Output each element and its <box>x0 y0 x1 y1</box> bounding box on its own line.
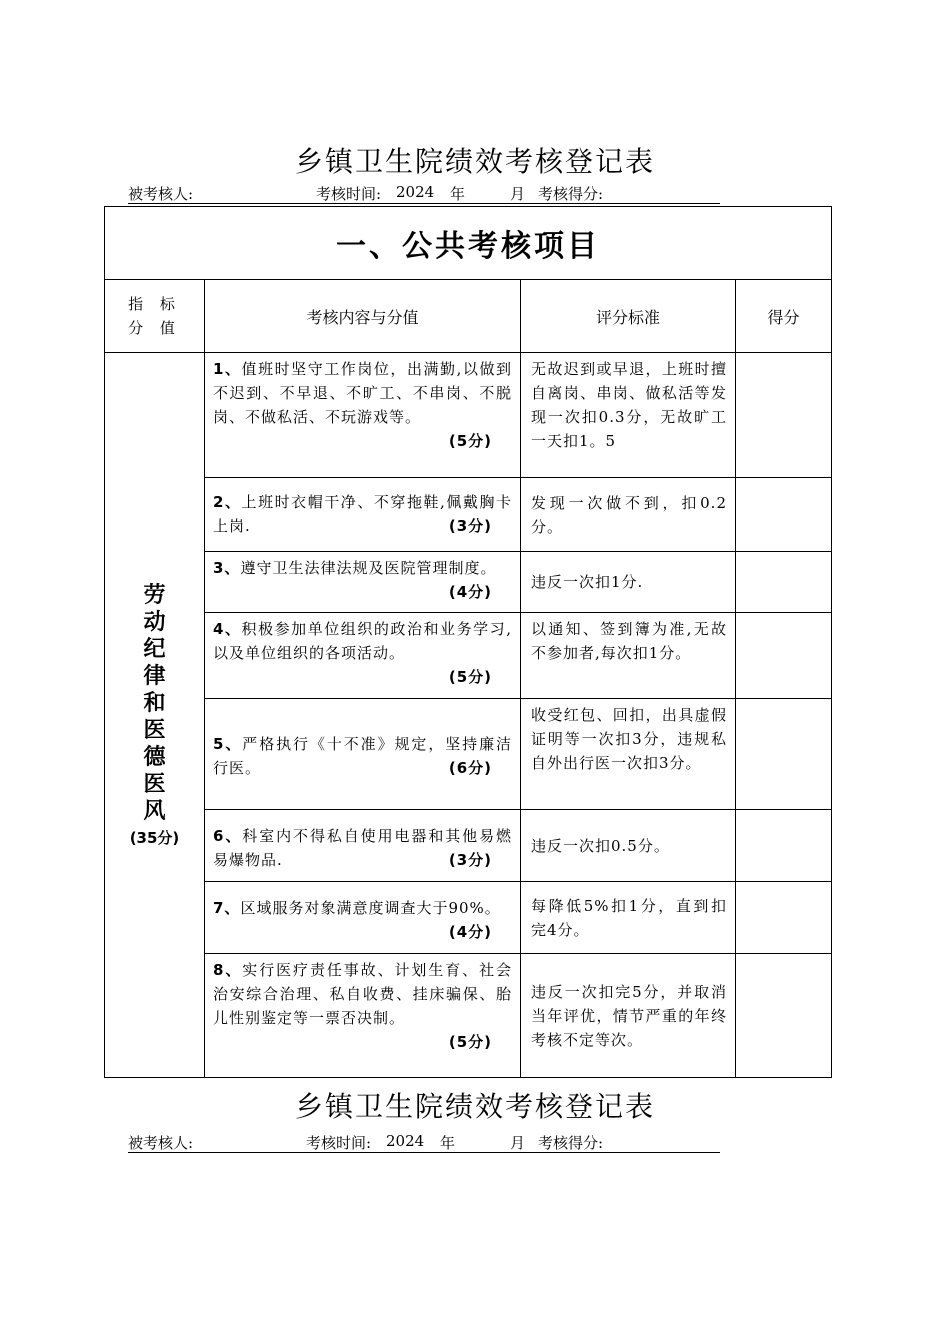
header-index-line2: 分 值 <box>128 319 181 337</box>
year-value: 2024 <box>396 183 435 201</box>
item-text: 积极参加单位组织的政治和业务学习,以及单位组织的各项活动。 <box>213 620 512 662</box>
item-score: (4分) <box>448 922 492 941</box>
item-score: (5分) <box>448 1033 492 1051</box>
table-row-content <box>205 699 521 810</box>
item-text: 严格执行《十不准》规定，坚持廉洁行医。 <box>213 735 513 777</box>
category-cell <box>105 353 205 1078</box>
section-title: 一、公共考核项目 <box>105 207 832 280</box>
category-score: (35分) <box>129 829 180 847</box>
score-input-cell[interactable] <box>736 478 832 552</box>
table-row-content <box>205 552 521 613</box>
table-row-content <box>205 478 521 552</box>
assessment-table <box>104 206 832 1078</box>
score-input-cell[interactable] <box>736 699 832 810</box>
item-criteria: 收受红包、回扣，出具虚假证明等一次扣3分，违规私自外出行医一次扣3分。 <box>521 699 736 810</box>
examinee-label: 被考核人: <box>128 185 194 203</box>
year-unit: 年 <box>440 1134 456 1152</box>
item-score: (3分) <box>448 517 492 535</box>
item-text: 上班时衣帽干净、不穿拖鞋,佩戴胸卡上岗. <box>213 493 512 535</box>
item-criteria: 发现一次做不到，扣0.2分。 <box>521 478 736 552</box>
score-input-cell[interactable] <box>736 954 832 1078</box>
item-number: 5、 <box>213 735 243 753</box>
header-index-line1: 指 标 <box>128 295 181 313</box>
item-text: 实行医疗责任事故、计划生育、社会治安综合治理、私自收费、挂床骗保、胎儿性别鉴定等一票否决制。 <box>213 961 513 1027</box>
item-text: 科室内不得私自使用电器和其他易燃易爆物品. <box>213 826 513 869</box>
item-text: 遵守卫生法律法规及医院管理制度。 <box>240 559 497 577</box>
subheader-line <box>128 183 720 204</box>
item-number: 7、 <box>213 898 241 917</box>
score-input-cell[interactable] <box>736 613 832 699</box>
header-criteria: 评分标准 <box>521 280 736 353</box>
item-score: (5分) <box>448 432 492 450</box>
score-input-cell[interactable] <box>736 810 832 882</box>
item-number: 2、 <box>213 493 242 511</box>
year-value: 2024 <box>386 1132 425 1150</box>
subheader-line-repeat <box>128 1132 720 1153</box>
item-criteria: 无故迟到或早退，上班时擅自离岗、串岗、做私活等发现一次扣0.3分，无故旷工一天扣1。5 <box>521 353 736 478</box>
score-label: 考核得分: <box>538 1134 604 1152</box>
time-label: 考核时间: <box>316 185 382 203</box>
item-criteria: 违反一次扣1分. <box>521 552 736 613</box>
header-index <box>105 280 205 353</box>
item-text: 区域服务对象满意度调查大于90%。 <box>240 898 501 917</box>
table-row-content <box>205 353 521 478</box>
page-title-repeat: 乡镇卫生院绩效考核登记表 <box>294 1090 655 1123</box>
item-number: 1、 <box>213 360 242 378</box>
table-row-content <box>205 810 521 882</box>
item-criteria: 以通知、签到簿为准,无故不参加者,每次扣1分。 <box>521 613 736 699</box>
item-score: (5分) <box>448 668 492 686</box>
item-score: (6分) <box>448 759 492 777</box>
header-content: 考核内容与分值 <box>205 280 521 353</box>
item-number: 3、 <box>213 559 241 577</box>
month-unit: 月 <box>510 1134 526 1152</box>
header-score: 得分 <box>736 280 832 353</box>
item-score: (4分) <box>448 583 492 601</box>
score-input-cell[interactable] <box>736 552 832 613</box>
item-number: 4、 <box>213 620 242 638</box>
table-row-content <box>205 882 521 954</box>
item-criteria: 违反一次扣0.5分。 <box>521 810 736 882</box>
item-text: 值班时坚守工作岗位，出满勤,以做到不迟到、不早退、不旷工、不串岗、不脱岗、不做私活、不玩游戏等。 <box>213 360 512 426</box>
category-name: 劳动纪律和医德医风 <box>143 583 166 824</box>
table-row-content <box>205 954 521 1078</box>
time-label: 考核时间: <box>306 1134 372 1152</box>
score-input-cell[interactable] <box>736 882 832 954</box>
score-label: 考核得分: <box>538 185 604 203</box>
month-unit: 月 <box>510 185 526 203</box>
examinee-label: 被考核人: <box>128 1134 194 1152</box>
item-criteria: 每降低5%扣1分，直到扣完4分。 <box>521 882 736 954</box>
page-title: 乡镇卫生院绩效考核登记表 <box>294 145 655 178</box>
year-unit: 年 <box>450 185 466 203</box>
item-criteria: 违反一次扣完5分，并取消当年评优，情节严重的年终考核不定等次。 <box>521 954 736 1078</box>
table-row-content <box>205 613 521 699</box>
item-number: 6、 <box>213 826 243 845</box>
score-input-cell[interactable] <box>736 353 832 478</box>
item-number: 8、 <box>213 961 243 979</box>
item-score: (3分) <box>448 850 492 869</box>
